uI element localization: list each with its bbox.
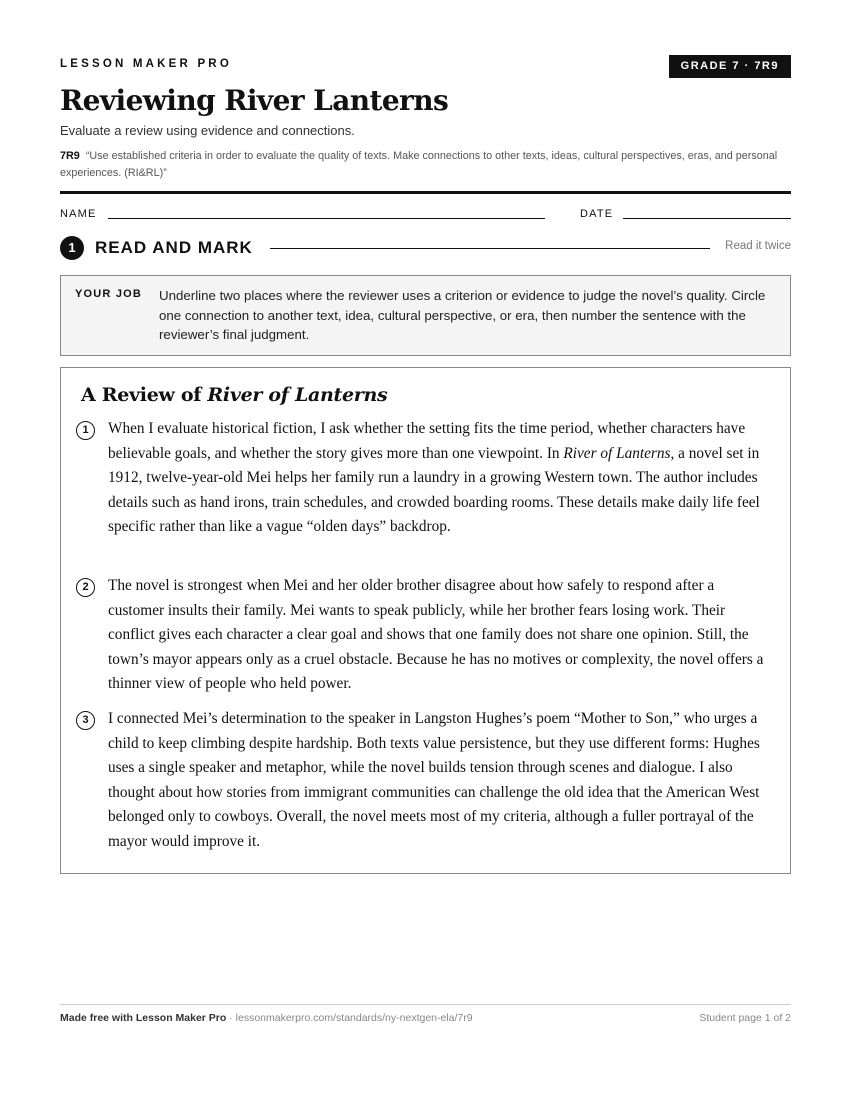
- review-passage: [60, 367, 791, 874]
- footer-page-number: Student page 1 of 2: [699, 1012, 791, 1024]
- paragraph-text: When I evaluate historical fiction, I ask whether the setting fits the time period, whether characters have believable goals, and whether the story gives more than one viewpoint. In: [108, 420, 746, 462]
- review-title-prefix: A Review of: [81, 384, 208, 406]
- review-title: [81, 384, 387, 406]
- standard-text: “Use established criteria in order to evaluate the quality of texts. Make connections to other texts, ideas, cultural perspectives, eras, and personal experiences. (RI&RL)”: [60, 150, 778, 179]
- instructions-label: YOUR JOB: [75, 288, 143, 300]
- header-divider: [60, 191, 791, 194]
- review-paragraph: [108, 417, 774, 540]
- review-paragraph: [108, 574, 774, 697]
- review-title-book: River of Lanterns: [207, 384, 388, 406]
- paragraph-text: I connected Mei’s determination to the speaker in Langston Hughes’s poem “Mother to Son,” who urges a child to keep climbing despite hardship. Both texts value persistence, but they use different forms: Hughes uses a single speaker and metaphor, while the novel builds tension through scenes and dialogue. I also thought about how stories from immigrant communities can challenge the old idea that the American West belonged only to cowboys. Overall, the novel meets most of my criteria, although a fuller portrayal of the mayor would improve it.: [108, 710, 760, 850]
- section-number: 1: [60, 236, 84, 260]
- date-field[interactable]: [623, 218, 791, 219]
- standard-code: 7R9: [60, 150, 80, 162]
- paragraph-text: The novel is strongest when Mei and her older brother disagree about how safely to respond after a customer insults their family. Mei wants to speak publicly, while her brother fears losing work. Their conflict gives each character a clear goal and shows that one family does not share one opinion. Still, the town’s mayor appears only as a cruel obstacle. Because he has no motives or complexity, the novel offers a thinner view of people who held power.: [108, 577, 764, 692]
- paragraph-number: 2: [76, 578, 95, 597]
- brand-name: LESSON MAKER PRO: [60, 58, 232, 70]
- section-rule: [270, 248, 710, 249]
- footer-made-with: Made free with Lesson Maker Pro: [60, 1012, 227, 1024]
- book-title: River of Lanterns: [563, 444, 671, 462]
- paragraph-number: 3: [76, 711, 95, 730]
- standard-statement: [60, 148, 791, 182]
- page-title: Reviewing River Lanterns: [60, 84, 449, 117]
- section-note: Read it twice: [725, 240, 791, 252]
- paragraph-number: 1: [76, 421, 95, 440]
- name-label: NAME: [60, 208, 97, 220]
- section-header: [60, 236, 791, 260]
- footer-separator: ·: [226, 1012, 236, 1024]
- instructions-box: [60, 275, 791, 356]
- page-subtitle: Evaluate a review using evidence and connections.: [60, 123, 355, 138]
- name-field[interactable]: [108, 218, 545, 219]
- grade-badge: GRADE 7 · 7R9: [669, 55, 791, 78]
- header-bar: [60, 55, 791, 79]
- footer-url[interactable]: lessonmakerpro.com/standards/ny-nextgen-ela/7r9: [235, 1012, 473, 1024]
- footer-divider: [60, 1004, 791, 1005]
- review-paragraph: [108, 707, 774, 854]
- paragraph-text: , a novel set in 1912, twelve-year-old Mei helps her family run a laundry in a growing Western town. The author includes details such as hand irons, train schedules, and crowded boarding rooms. These details make daily life feel specific rather than like a vague “olden days” backdrop.: [108, 444, 760, 535]
- section-title: READ AND MARK: [95, 238, 253, 257]
- date-label: DATE: [580, 208, 614, 220]
- name-date-row: [60, 207, 791, 223]
- instructions-text: Underline two places where the reviewer uses a criterion or evidence to judge the novel’s quality. Circle one connection to another text, idea, cultural perspective, or era, then number the sentence with the reviewer’s final judgment.: [159, 288, 766, 342]
- footer-credit: [60, 1012, 473, 1024]
